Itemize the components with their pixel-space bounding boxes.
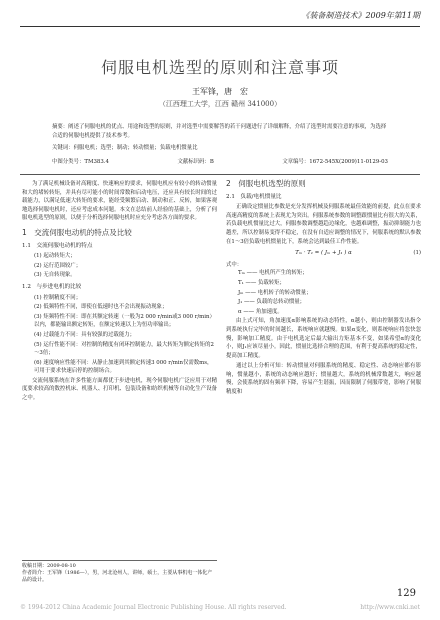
left-column (22, 180, 217, 405)
list-item: (2) 低频特性不同，即使在低速时也不会出现振动现象； (34, 304, 168, 311)
paragraph: 由上式可知，角加速度α影响系统的动态特性，α越小，则由控制器发出指令到系统执行完毕的时间越长，系统响应就越慢。如果α变化，则系统响应将忽快忽慢，影响加工精度。由于电机选定后最大输出力矩基本不变，如果希望α的变化小，则J₁应该尽量小。因此，惯量比选择合理的范围，有利于提高系统的稳定性，提高加工精度。 (226, 318, 421, 359)
section-1-2-paragraph: 交流伺服系统在许多性能方面都优于步进电机，现今伺服电机广泛应用于对精度要求较高的数控机床、机器人、打印机、包装设备和纺织机械等自动化生产设备之中。 (22, 377, 217, 402)
section-1-1-heading: 1.1 交流伺服电动机的特点 (22, 242, 93, 249)
copyright-footer (20, 604, 420, 611)
running-header (20, 10, 420, 27)
affiliation: （江西理工大学，江西 赣州 341000） (158, 100, 282, 108)
list-item: (3) 矩频特性不同：即在其额定转速（一般为2 000 r/min或3 000 r/min）以内，都能输出额定转矩，在额定转速以上为恒功率输出； (34, 313, 215, 329)
author-bio: 作者简介：王军锋（1986—），男，河北沧州人，讲师，硕士，主要从事机电一体化产品的设计。 (22, 570, 213, 583)
section-2-heading: 2 伺服电机选型的原则 (226, 179, 306, 188)
section-2-1-heading: 2.1 负载/电机惯量比 (226, 193, 282, 200)
equation-1 (226, 249, 421, 258)
symbol-definition: J₁ —— 负载的总转动惯量； (238, 299, 306, 306)
intro-paragraph: 为了满足机械设备对高精度、快速响应的要求，伺服电机应有较小的转动惯量和大的堵转转矩，并具有尽可能小的时间常数和启动电压，还应具有较长时间的过载能力，以满足低速大转矩的要求，能经受频繁启动、制动和正、反转，如果客观地选择伺服电机时，还应考虑成本问题。本文在总结前人经验的基础上，分析了伺服电机选型的原则，以便于分析选择伺服电机时应充分考虑各方面的要求。 (22, 181, 217, 222)
classification-line (52, 157, 388, 165)
clc-number: 中图分类号：TM383.4 (52, 159, 109, 165)
list-item: (6) 速度响应性能不同：从静止加速到其额定转速3 000 r/min仅需数ms，可用于要求快速启停的控制场合。 (34, 359, 213, 375)
abstract: 摘要：阐述了伺服电机的优点、用途和选型的原则，并对选型中需要解答的若干问题进行了详细解释，介绍了选型时需要注意的事项，为选择合适的伺服电机提供了技术参考。 (52, 124, 387, 139)
list-item: (4) 过载能力不同：具有较强的过载能力； (34, 331, 135, 338)
list-item: (1) 控制精度不同； (34, 294, 82, 301)
equation-body: Tₘ · T₁ = ( Jₘ + J₁ ) α (295, 250, 352, 257)
authors: 王军锋，唐 宏 (192, 87, 248, 96)
list-item: (2) 运行范围较广； (34, 262, 82, 269)
symbol-definition: T₁ —— 负载转矩； (238, 279, 285, 286)
paragraph: 通过以上分析可知：转动惯量对伺服系统的精度、稳定性、动态响应都有影响，惯量越小，系统的动态响应越好；惯量越大，系统的机械常数越大，响应越慢，会使系统的固有频率下降，容易产生谐振，因而限制了伺服带宽，影响了伺服精度和 (226, 363, 421, 396)
section-1-2-heading: 1.2 与步进电机的比较 (22, 283, 82, 290)
section-1-heading: 1 交流伺服电动机的特点及比较 (22, 227, 132, 237)
list-item: (5) 运行性能不同：对控制的精度有闭环控制能力，最大转矩为额定转矩的2～3倍； (34, 341, 214, 357)
list-item: (1) 起动转矩大； (34, 253, 76, 260)
received-date: 收稿日期：2009-08-10 (22, 563, 76, 569)
where-label: 式中： (226, 261, 243, 268)
equation-number: (1) (413, 250, 421, 257)
symbol-definition: Tₘ —— 电机所产生的转矩； (238, 270, 308, 277)
copyright-text: © 1994-2012 China Academic Journal Electronic Publishing House. All rights reserved. (20, 604, 287, 611)
header-rule (20, 174, 420, 175)
paragraph: 正确设定惯量比参数是充分发挥机械及伺服系统最佳效能的前提，此点在要求高速高精度的系统上表现尤为突出。伺服系统参数的调整跟惯量比有很大的关系，若负载电机惯量比过大，伺服参数调整越趋边缘化，也越难调整，振动抑制能力也越差，所以控制易变得不稳定，在没有自适应调整的情况下，伺服系统的默认参数在1～3倍负载电机惯量比下，系统会达到最佳工作性能。 (226, 204, 421, 245)
right-column (226, 180, 421, 399)
page-number: 129 (396, 588, 416, 599)
article-number: 文章编号：1672-545X(2009)11-0129-03 (282, 159, 388, 165)
symbol-definition: α —— 角加速度。 (238, 308, 283, 315)
document-code: 文献标识码：B (177, 159, 214, 165)
website-link[interactable]: http://www.cnki.net (360, 604, 420, 611)
list-item: (3) 无自转现象。 (34, 272, 76, 279)
symbol-definition: Jₘ —— 电机转子的转动惯量； (238, 289, 312, 296)
footnote (22, 560, 217, 584)
journal-issue: 《装备制造技术》2009年第11期 (301, 11, 420, 20)
keywords: 关键词：伺服电机；选型；制动；转动惯量；负载电机惯量比 (52, 145, 198, 151)
article-title: 伺服电机选型的原则和注意事项 (100, 58, 339, 77)
